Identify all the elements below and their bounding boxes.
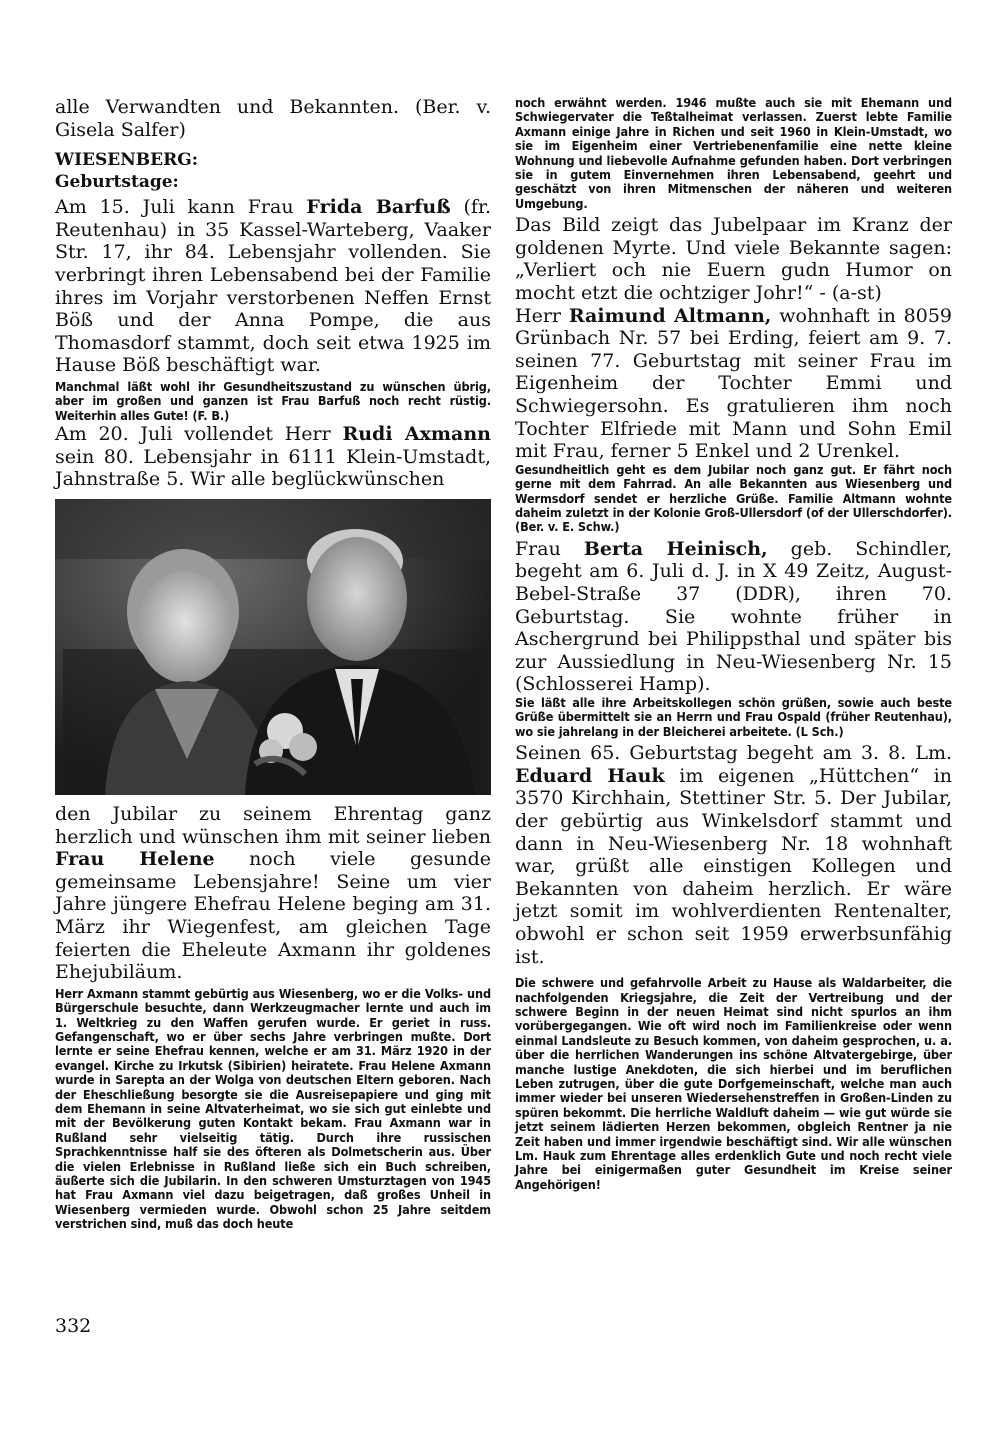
right-paragraph-3: Herr Raimund Altmann, wohnhaft in 8059 Grünbach Nr. 57 bei Erding, feiert am 9. 7. seinen 77. Geburtstag mit seiner Frau im Eigenheim der Tochter Emmi und Schwiegersohn. Es gratulieren ihm noch Tochter Elfriede mit Mann und Sohn Emil mit Frau, ferner 5 Enkel und 2 Urenkel.	[515, 304, 952, 463]
right-paragraph-4: Gesundheitlich geht es dem Jubilar noch ganz gut. Er fährt noch gerne mit dem Fahrrad. An alle Bekannten aus Wiesenberg und Wermsdorf sendet er herzliche Grüße. Familie Altmann wohnte daheim zuletzt in der Kolonie Groß-Ullersdorf (of der Ullerschdorfer). (Ber. v. E. Schw.)	[515, 461, 952, 535]
photo-jubilee-couple	[55, 499, 491, 795]
right-paragraph-2: Das Bild zeigt das Jubelpaar im Kranz der goldenen Myrte. Und viele Bekannte sagen: „Verliert och nie Euern gudn Humor on mocht etzt die ochtziger Johr!“ - (a-st)	[515, 214, 952, 305]
right-paragraph-1: noch erwähnt werden. 1946 mußte auch sie mit Ehemann und Schwiegervater die Teßtalheimat verlassen. Zuerst lebte Familie Axmann einige Jahre in Richen und seit 1960 in Klein-Umstadt, wo sie im Eigenheim einer Vertriebenenfamilie eine nette kleine Wohnung und liebevolle Aufnahme gefunden haben. Dort verbringen sie in gutem Einvernehmen ihren Lebensabend, geehrt und geschätzt von ihren Mitmenschen der näheren und weiteren Umgebung.	[515, 95, 952, 211]
left-paragraph-3: Manchmal läßt wohl ihr Gesundheitszustand zu wünschen übrig, aber im großen und ganzen ist Frau Barfuß noch recht rüstig. Weiterhin alles Gute! (F. B.)	[55, 378, 491, 423]
left-paragraph-2: Am 15. Juli kann Frau Frida Barfuß (fr. Reutenhau) in 35 Kassel-Warteberg, Vaaker Str. 17, ihr 84. Lebensjahr vollenden. Sie verbringt ihren Lebensabend bei der Familie ihres im Vorjahr verstorbenen Neffen Ernst Böß und der Anna Pompe, die aus Thomasdorf stammt, doch seit etwa 1925 im Hause Böß beschäftigt war.	[55, 196, 491, 377]
page-number: 332	[55, 1315, 92, 1337]
photo-illustration	[55, 499, 491, 795]
subheading-geburtstage: Geburtstage:	[55, 172, 179, 193]
name-eduard-hauk: Eduard Hauk	[515, 764, 665, 787]
section-heading-wiesenberg: WIESENBERG:	[55, 150, 199, 171]
right-paragraph-6: Sie läßt alle ihre Arbeitskollegen schön grüßen, sowie auch beste Grüße übermittelt sie an Herrn und Frau Ospald (früher Reutenhau), wo sie jahrelang in der Bleicherei arbeitete. (L Sch.)	[515, 694, 952, 739]
right-paragraph-8: Die schwere und gefahrvolle Arbeit zu Hause als Waldarbeiter, die nachfolgenden Kriegsjahre, die Zeit der Vertreibung und der schwere Beginn in der neuen Heimat sind nicht spurlos an ihm vorübergegangen. Wie oft wird noch im Familienkreise oder wenn einmal Landsleute zu Besuch kommen, von daheim gesprochen, u. a. über die herrlichen Wanderungen ins schöne Altvatergebirge, über manche lustige Anekdoten, die sich hierbei und im beruflichen Leben zutrugen, über die gute Dorfgemeinschaft, welche man auch immer wieder bei unseren Wiedersehenstreffen in Großen-Linden zu spüren bekommt. Die herrliche Waldluft daheim — wie gut würde sie jetzt seinem lädierten Herzen bekommen, obgleich Rentner ja nie Zeit haben und immer irgendwie beschäftigt sind. Wir alle wünschen Lm. Hauk zum Ehrentage alles erdenklich Gute und noch recht viele Jahre bei einigermaßen guter Gesundheit im Kreise seiner Angehörigen!	[515, 975, 952, 1192]
name-frida-barfuss: Frida Barfuß	[306, 196, 451, 219]
right-paragraph-5: Frau Berta Heinisch, geb. Schindler, begeht am 6. Juli d. J. in X 49 Zeitz, August-Bebel-Straße 37 (DDR), ihren 70. Geburtstag. Sie wohnte früher in Aschergrund bei Philippsthal und später bis zur Aussiedlung in Neu-Wiesenberg Nr. 15 (Schlosserei Hamp).	[515, 537, 952, 696]
name-rudi-axmann: Rudi Axmann	[342, 423, 491, 446]
left-paragraph-4: Am 20. Juli vollendet Herr Rudi Axmann sein 80. Lebensjahr in 6111 Klein-Umstadt, Jahnstraße 5. Wir alle beglückwünschen	[55, 423, 491, 491]
right-column	[515, 96, 952, 1192]
name-berta-heinisch: Berta Heinisch,	[583, 537, 768, 560]
left-paragraph-6: Herr Axmann stammt gebürtig aus Wiesenberg, wo er die Volks- und Bürgerschule besuchte, dann Werkzeugmacher lernte und auch im 1. Weltkrieg zu den Waffen gerufen wurde. Er geriet in russ. Gefangenschaft, wo er über sechs Jahre verbringen mußte. Dort lernte er seine Ehefrau kennen, welche er am 31. März 1920 in der evangel. Kirche zu Irkutsk (Sibirien) heiratete. Frau Helene Axmann wurde in Sarepta an der Wolga von deutschen Eltern geboren. Nach der Eheschließung besorgte sie die Ausreisepapiere und ging mit dem Ehemann in seine Altvaterheimat, wo sie sich gut einlebte und mit der Bevölkerung guten Kontakt bekam. Frau Axmann war in Rußland sehr vielseitig tätig. Durch ihre russischen Sprachkenntnisse half sie des öfteren als Dolmetscherin aus. Über die vielen Erlebnisse in Rußland ließe sich ein Buch schreiben, äußerte sich die Jubilarin. In den schweren Umsturztagen von 1945 hat Frau Axmann viel dazu beigetragen, daß großes Unheil in Wiesenberg vermieden wurde. Obwohl schon 25 Jahre seitdem verstrichen sind, muß das doch heute	[55, 985, 491, 1232]
right-paragraph-7: Seinen 65. Geburtstag begeht am 3. 8. Lm. Eduard Hauk im eigenen „Hüttchen“ in 3570 Kirchhain, Stettiner Str. 5. Der Jubilar, der gebürtig aus Winkelsdorf stammt und dann in Neu-Wiesenberg Nr. 18 wohnhaft war, grüßt alle einstigen Kollegen und Bekannten von daheim herzlich. Er wäre jetzt somit im wohlverdienten Rentenalter, obwohl er schon seit 1959 erwerbsunfähig ist.	[515, 742, 952, 968]
left-paragraph-1: alle Verwandten und Bekannten. (Ber. v. Gisela Salfer)	[55, 96, 491, 141]
left-paragraph-5: den Jubilar zu seinem Ehrentag ganz herzlich und wünschen ihm mit seiner lieben Frau Helene noch viele gesunde gemeinsame Lebensjahre! Seine um vier Jahre jüngere Ehefrau Helene beging am 31. März ihr Wiegenfest, am gleichen Tage feierten die Eheleute Axmann ihr goldenes Ehejubiläum.	[55, 802, 491, 984]
name-raimund-altmann: Raimund Altmann,	[568, 304, 772, 327]
name-frau-helene: Frau Helene	[55, 848, 215, 871]
left-column	[55, 96, 491, 1232]
